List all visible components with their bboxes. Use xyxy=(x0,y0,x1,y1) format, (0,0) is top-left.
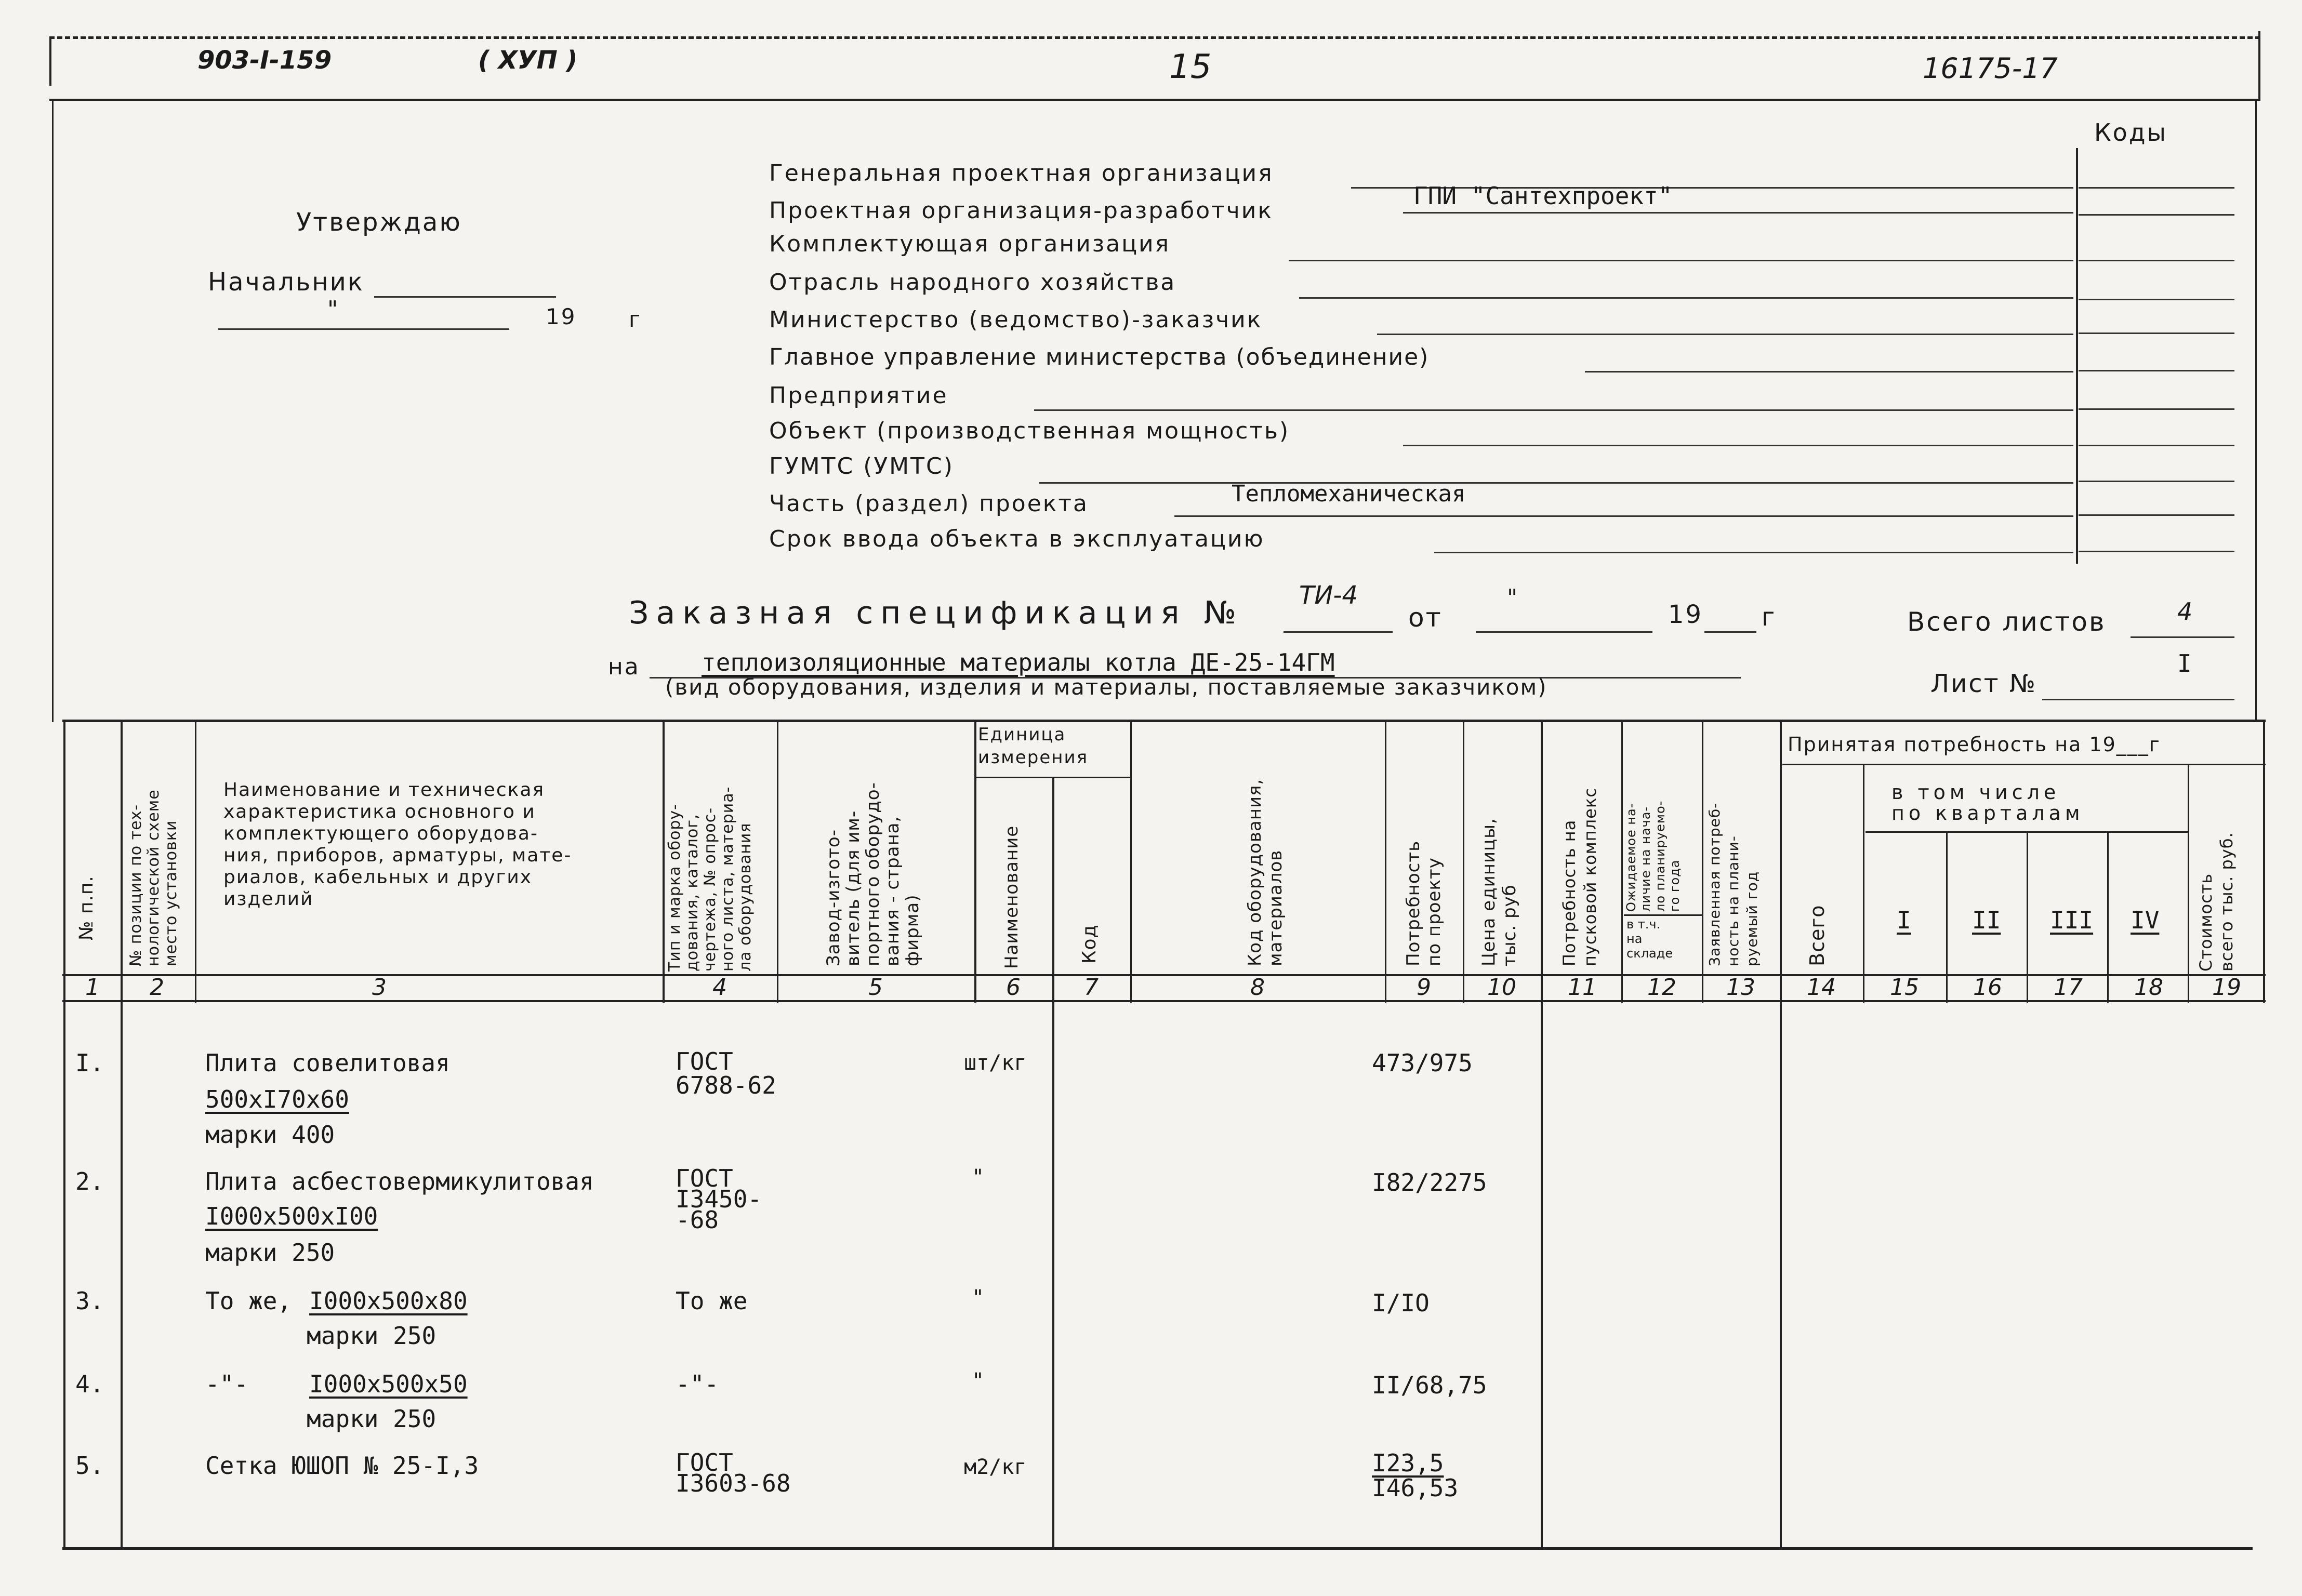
item-unit: " xyxy=(972,1369,985,1393)
row-number: 3. xyxy=(75,1287,104,1315)
general-org-label: Генеральная проектная организация xyxy=(769,160,1274,187)
col-num-11: 11 xyxy=(1568,974,1597,1001)
chief-label: Начальник xyxy=(208,268,364,297)
item-size: 500хI70х60 xyxy=(205,1085,349,1113)
industry-label: Отрасль народного хозяйства xyxy=(769,269,1176,296)
item-name: Сетка ЮШОП № 25-I,3 xyxy=(205,1452,479,1480)
item-grade: марки 400 xyxy=(205,1121,335,1149)
item-name: -"- xyxy=(205,1370,249,1398)
item-standard: ГОСТ 6788-62 xyxy=(676,1047,776,1099)
quarter-1-header: I xyxy=(1897,906,1911,934)
item-standard: -"- xyxy=(676,1370,719,1398)
spec-year: 19 xyxy=(1668,600,1703,629)
item-quantity: II/68,75 xyxy=(1372,1371,1487,1399)
col-header-1: № п.п. xyxy=(76,875,97,940)
object-label: Объект (производственная мощность) xyxy=(769,418,1290,444)
developer-org-label: Проектная организация-разработчик xyxy=(769,197,1273,224)
item-unit: шт/кг xyxy=(964,1051,1027,1075)
enterprise-label: Предприятие xyxy=(769,382,948,409)
main-directorate-label: Главное управление министерства (объединение) xyxy=(769,344,1430,370)
item-name: То же, xyxy=(205,1287,292,1315)
col-num-5: 5 xyxy=(868,974,883,1001)
col-num-15: 15 xyxy=(1890,974,1919,1001)
spec-subject-caption: (вид оборудования, изделия и материалы, поставляемые заказчиком) xyxy=(665,674,1547,700)
col-num-1: 1 xyxy=(85,974,100,1001)
item-quantity: 473/975 xyxy=(1372,1049,1473,1077)
developer-org-value: ГПИ "Сантехпроект" xyxy=(1413,182,1673,210)
spec-subject: теплоизоляционные материалы котла ДЕ-25-14ГМ xyxy=(702,648,1335,676)
col-num-9: 9 xyxy=(1417,974,1431,1001)
spec-title: Заказная спецификация № xyxy=(629,595,1243,631)
item-grade: марки 250 xyxy=(307,1322,436,1350)
col-header-12a: Ожидаемое на- личие на нача- ло планируемо- го года xyxy=(1624,800,1682,912)
album-number: ( ХУП ) xyxy=(478,46,578,75)
item-grade: марки 250 xyxy=(307,1405,436,1433)
col-num-16: 16 xyxy=(1973,974,2002,1001)
item-standard: ГОСТ I3450- -68 xyxy=(676,1164,762,1234)
approve-label: Утверждаю xyxy=(296,208,462,237)
spec-from-label: от xyxy=(1408,603,1443,633)
quarter-2-header: II xyxy=(1972,906,2001,934)
item-size: I000х500х80 xyxy=(309,1287,468,1315)
col-header-14: Всего xyxy=(1806,905,1829,966)
item-quantity-bottom: I46,53 xyxy=(1372,1474,1459,1502)
unit-group-header: Единица измерения xyxy=(978,724,1089,768)
sheet-label: Лист № xyxy=(1930,669,2037,698)
col-num-13: 13 xyxy=(1726,974,1755,1001)
col-num-6: 6 xyxy=(1006,974,1021,1001)
item-standard: ГОСТ I3603-68 xyxy=(676,1448,791,1497)
item-quantity-top: I23,5 xyxy=(1372,1449,1444,1477)
doc-code: 903-I-159 xyxy=(197,46,332,75)
col-header-13: Заявленная потреб- ность на плани- руемый год xyxy=(1706,802,1761,966)
col-header-3: Наименование и техническая характеристика основного и комплектующего оборудова- ния, приборов, арматуры, мате- риалов, кабельных и других изделий xyxy=(223,779,572,910)
item-standard: То же xyxy=(676,1287,748,1315)
approval-date-quote: " xyxy=(327,296,340,323)
col-header-7: Код xyxy=(1079,924,1100,964)
item-grade: марки 250 xyxy=(205,1239,335,1267)
col-num-17: 17 xyxy=(2054,974,2083,1001)
col-num-12: 12 xyxy=(1647,974,1676,1001)
col-header-8: Код оборудования, материалов xyxy=(1245,778,1286,966)
col-header-12b: в т.ч. на складе xyxy=(1626,917,1673,961)
item-unit: м2/кг xyxy=(964,1455,1027,1479)
col-num-14: 14 xyxy=(1807,974,1836,1001)
col-num-10: 10 xyxy=(1487,974,1516,1001)
sheet-code: 16175-17 xyxy=(1923,52,2058,85)
col-header-19: Стоимость всего тыс. руб. xyxy=(2196,832,2237,972)
quarter-4-header: IV xyxy=(2131,906,2160,934)
col-num-3: 3 xyxy=(372,974,387,1001)
row-number: 2. xyxy=(75,1167,104,1195)
project-part-label: Часть (раздел) проекта xyxy=(769,490,1089,517)
spec-year-suffix: г xyxy=(1762,603,1777,632)
total-sheets-value: 4 xyxy=(2177,597,2193,626)
commissioning-label: Срок ввода объекта в эксплуатацию xyxy=(769,526,1265,552)
col-num-8: 8 xyxy=(1250,974,1265,1001)
item-quantity: I82/2275 xyxy=(1372,1168,1487,1196)
col-header-5: Завод-изгото- витель (для им- портного оборудо- вания - страна, фирма) xyxy=(823,782,923,966)
row-number: I. xyxy=(75,1049,104,1077)
item-size: I000х500хI00 xyxy=(205,1202,378,1230)
quarters-group-header: в том числе по кварталам xyxy=(1891,781,2084,824)
item-name: Плита асбестовермикулитовая xyxy=(205,1167,594,1195)
page-number: 15 xyxy=(1169,48,1212,86)
item-unit: " xyxy=(972,1286,985,1310)
col-num-2: 2 xyxy=(150,974,164,1001)
col-header-4: Тип и марка обору- дования, каталог, чертежа, № опрос- ного листа, материа- ла оборудования xyxy=(666,786,755,972)
col-header-10: Цена единицы, тыс. руб xyxy=(1478,818,1520,966)
col-num-18: 18 xyxy=(2134,974,2163,1001)
col-num-19: 19 xyxy=(2212,974,2241,1001)
project-part-value: Тепломеханическая xyxy=(1232,481,1466,507)
quarter-3-header: III xyxy=(2050,906,2094,934)
item-quantity: I/IO xyxy=(1372,1289,1430,1317)
item-size: I000х500х50 xyxy=(309,1370,468,1398)
col-num-4: 4 xyxy=(712,974,727,1001)
codes-label: Коды xyxy=(2094,118,2167,147)
sheet-value: I xyxy=(2177,649,2192,677)
col-header-11: Потребность на пусковой комплекс xyxy=(1559,788,1600,966)
col-header-6: Наименование xyxy=(1001,825,1022,969)
item-name: Плита совелитовая xyxy=(205,1049,450,1077)
spec-number: ТИ-4 xyxy=(1299,581,1358,610)
row-number: 5. xyxy=(75,1452,104,1480)
row-number: 4. xyxy=(75,1370,104,1398)
col-header-9: Потребность по проекту xyxy=(1403,840,1445,966)
spec-from-quote: " xyxy=(1507,584,1519,611)
col-num-7: 7 xyxy=(1084,974,1099,1001)
ministry-label: Министерство (ведомство)-заказчик xyxy=(769,307,1263,333)
total-sheets-label: Всего листов xyxy=(1907,607,2106,637)
approval-year: 19 xyxy=(546,304,577,329)
item-unit: " xyxy=(972,1165,985,1189)
gumts-label: ГУМТС (УМТС) xyxy=(769,453,954,480)
spec-on-label: на xyxy=(608,654,640,680)
completing-org-label: Комплектующая организация xyxy=(769,231,1171,257)
col-header-2: № позиции по тех- нологической схеме место установки xyxy=(127,789,180,966)
approval-year-suffix: г xyxy=(629,307,642,332)
accepted-group-header: Принятая потребность на 19___г xyxy=(1788,733,2161,756)
